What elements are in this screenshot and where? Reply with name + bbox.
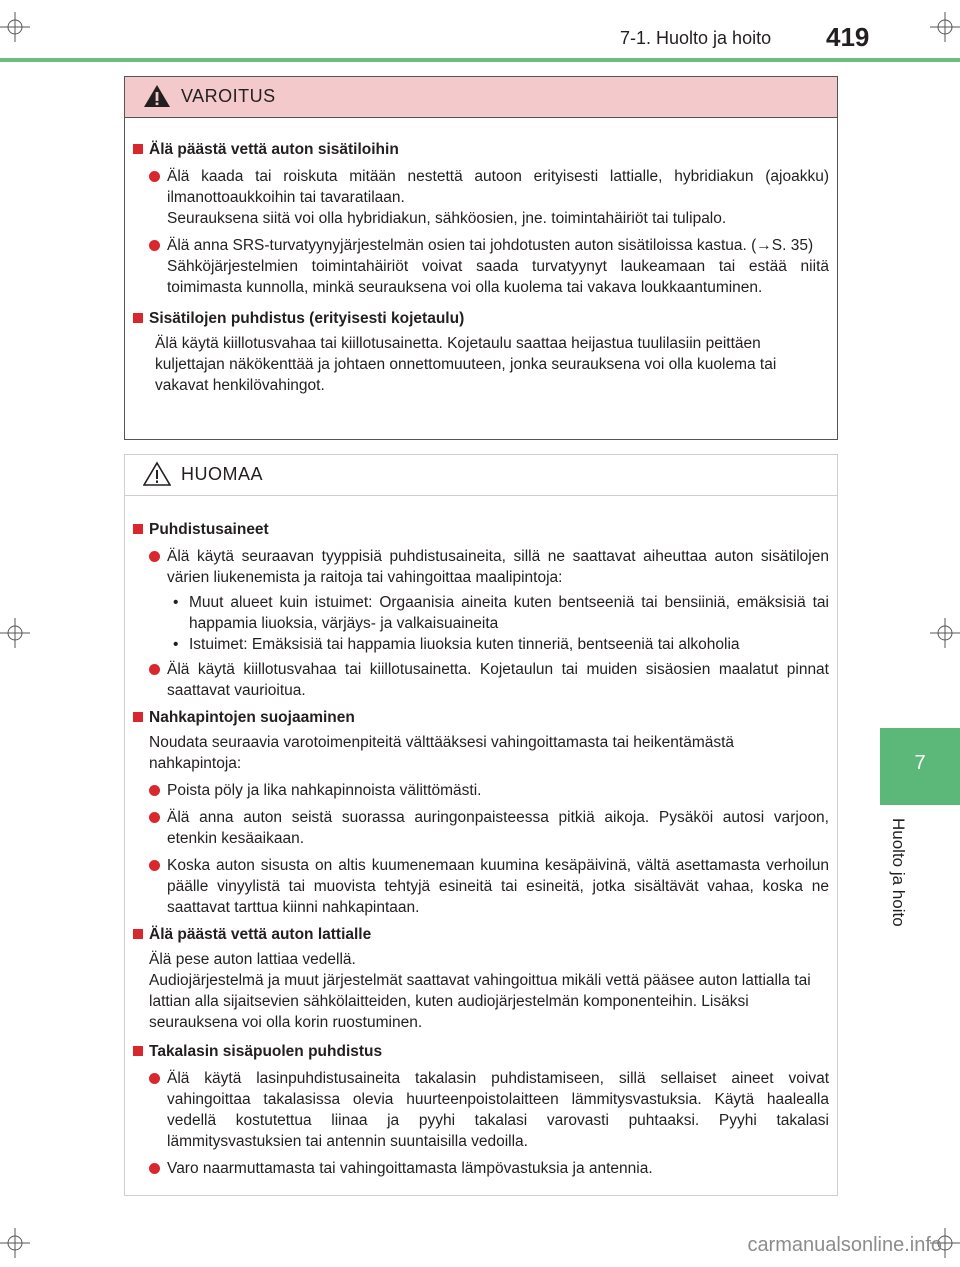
heading-text: Sisätilojen puhdistus (erityisesti kojetaulu)	[149, 310, 465, 327]
round-bullet-icon	[149, 171, 160, 182]
square-bullet-icon	[133, 313, 143, 323]
bullet-text: Älä käytä kiillotusvahaa tai kiillotusainetta. Kojetaulun tai muiden sisäosien maalatut pinnat saattavat vaurioitua.	[167, 661, 829, 699]
bullet-text: Älä anna SRS-turvatyynyjärjestelmän osien tai johdotusten auton sisätiloissa kastua. (→S. 35)	[167, 237, 814, 254]
watermark: carmanualsonline.info	[747, 1234, 942, 1256]
note-sub-item	[131, 592, 829, 634]
note-title: HUOMAA	[181, 464, 264, 484]
round-bullet-icon	[149, 664, 160, 675]
note-paragraph: Noudata seuraavia varotoimenpiteitä välttääksesi vahingoittamasta tai heikentämästä nahkapintoja:	[149, 734, 735, 772]
note-box	[124, 454, 838, 1196]
warning-bullet	[131, 166, 829, 229]
note-section-heading	[131, 519, 829, 540]
chapter-title-text: Huolto ja hoito	[889, 818, 908, 927]
sub-text: Muut alueet kuin istuimet: Orgaanisia aineita kuten bentseeniä tai bensiiniä, emäksisiä tai happamia liuoksia, värjäys- ja valkaisuaineita	[189, 594, 829, 632]
round-bullet-icon	[149, 551, 160, 562]
warning-header	[125, 77, 837, 118]
bullet-note: Seurauksena siitä voi olla hybridiakun, sähköosien, jne. toimintahäiriöt tai tulipalo.	[167, 210, 727, 227]
square-bullet-icon	[133, 929, 143, 939]
heading-text: Takalasin sisäpuolen puhdistus	[149, 1043, 383, 1060]
note-section-heading	[131, 924, 829, 945]
note-bullet	[131, 780, 829, 801]
caution-triangle-icon	[143, 461, 171, 487]
bullet-text: Älä kaada tai roiskuta mitään nestettä autoon erityisesti lattialle, hybridiakun (ajoakku) ilmanottoaukkoihin tai tavaratilaan.	[167, 168, 829, 206]
round-bullet-icon	[149, 1163, 160, 1174]
square-bullet-icon	[133, 1046, 143, 1056]
sub-text: Istuimet: Emäksisiä tai happamia liuoksia kuten tinneriä, bentseeniä tai alkoholia	[189, 636, 740, 653]
round-bullet-icon	[149, 1073, 160, 1084]
round-bullet-icon	[149, 860, 160, 871]
note-bullet	[131, 546, 829, 588]
warning-triangle-icon	[143, 83, 171, 109]
note-header	[125, 455, 837, 496]
note-bullet	[131, 1158, 829, 1179]
heading-text: Nahkapintojen suojaaminen	[149, 709, 355, 726]
square-bullet-icon	[133, 712, 143, 722]
square-bullet-icon	[133, 524, 143, 534]
note-section-heading	[131, 1041, 829, 1062]
warning-title: VAROITUS	[181, 86, 276, 106]
bullet-text: Älä anna auton seistä suorassa auringonpaisteessa pitkiä aikoja. Pysäköi autosi varjoon, etenkin kesäaikaan.	[167, 809, 829, 847]
bullet-text: Poista pöly ja lika nahkapinnoista välittömästi.	[167, 782, 482, 799]
note-sub-item	[131, 634, 829, 655]
warning-section-heading	[131, 139, 829, 160]
bullet-note: Sähköjärjestelmien toimintahäiriöt voivat saada turvatyynyt laukeamaan tai estää niitä toimimasta kunnolla, minkä seurauksena voi olla kuolema tai vakava loukkaantuminen.	[167, 258, 829, 296]
header-rule	[0, 58, 960, 62]
square-bullet-icon	[133, 144, 143, 154]
note-bullet	[131, 1068, 829, 1152]
sub-marker: •	[173, 594, 179, 611]
crop-mark-top-right	[930, 12, 960, 42]
crop-mark-bottom-left	[0, 1228, 30, 1258]
bullet-text: Koska auton sisusta on altis kuumenemaan kuumina kesäpäivinä, vältä asettamasta verhoilun päälle vinyylistä tai muovista tehtyjä esineitä tai esineitä, jotka sisältävät vahaa, koska ne saattavat tarttua kiinni nahkapintaan.	[167, 857, 829, 916]
crop-mark-mid-right	[930, 618, 960, 648]
warning-bullet	[131, 235, 829, 298]
page-number: 419	[826, 22, 870, 52]
crop-mark-top-left	[0, 12, 30, 42]
warning-paragraph: Älä käytä kiillotusvahaa tai kiillotusainetta. Kojetaulu saattaa heijastua tuulilasiin peittäen kuljettajan näkökenttää ja johtaen onnettomuuteen, jonka seurauksena voi olla kuolema tai vakavat henkilövahingot.	[155, 335, 777, 394]
note-bullet	[131, 855, 829, 918]
warning-body	[125, 131, 837, 396]
note-body	[125, 511, 837, 1179]
round-bullet-icon	[149, 240, 160, 251]
heading-text: Puhdistusaineet	[149, 521, 269, 538]
warning-box	[124, 76, 838, 440]
note-paragraph: Audiojärjestelmä ja muut järjestelmät saattavat vahingoittua mikäli vettä pääsee auton lattialla tai lattian alla sijaitsevien sähkölaitteiden, kuten audiojärjestelmän komponenteihin. Lisäksi seurauksena voi olla korin ruostuminen.	[149, 972, 811, 1031]
bullet-text: Varo naarmuttamasta tai vahingoittamasta lämpövastuksia ja antennia.	[167, 1160, 653, 1177]
chapter-tab: 7	[880, 728, 960, 805]
crop-mark-mid-left	[0, 618, 30, 648]
note-paragraph: Älä pese auton lattiaa vedellä.	[149, 951, 356, 968]
warning-section-heading	[131, 308, 829, 329]
chapter-title	[888, 818, 908, 948]
note-section-heading	[131, 707, 829, 728]
round-bullet-icon	[149, 812, 160, 823]
bullet-text: Älä käytä lasinpuhdistusaineita takalasin puhdistamiseen, sillä sellaiset aineet voivat vahingoittaa takalasissa olevia huurteenpoistolaitteen lämmitysvastuksia. Käytä haalealla vedellä kostutettua liinaa ja pyyhi takalasi varovasti puhtaaksi. Pyyhi takalasi lämmitysvastuksien tai antennin suuntaisilla vedoilla.	[167, 1070, 829, 1150]
round-bullet-icon	[149, 785, 160, 796]
note-bullet	[131, 807, 829, 849]
section-title: 7-1. Huolto ja hoito	[620, 28, 772, 48]
heading-text: Älä päästä vettä auton lattialle	[149, 926, 372, 943]
sub-marker: •	[173, 636, 179, 653]
bullet-text: Älä käytä seuraavan tyyppisiä puhdistusaineita, sillä ne saattavat aiheuttaa auton sisätilojen värien liukenemista ja raitoja tai vahingoittaa maalipintoja:	[167, 548, 829, 586]
heading-text: Älä päästä vettä auton sisätiloihin	[149, 141, 399, 158]
note-bullet	[131, 659, 829, 701]
